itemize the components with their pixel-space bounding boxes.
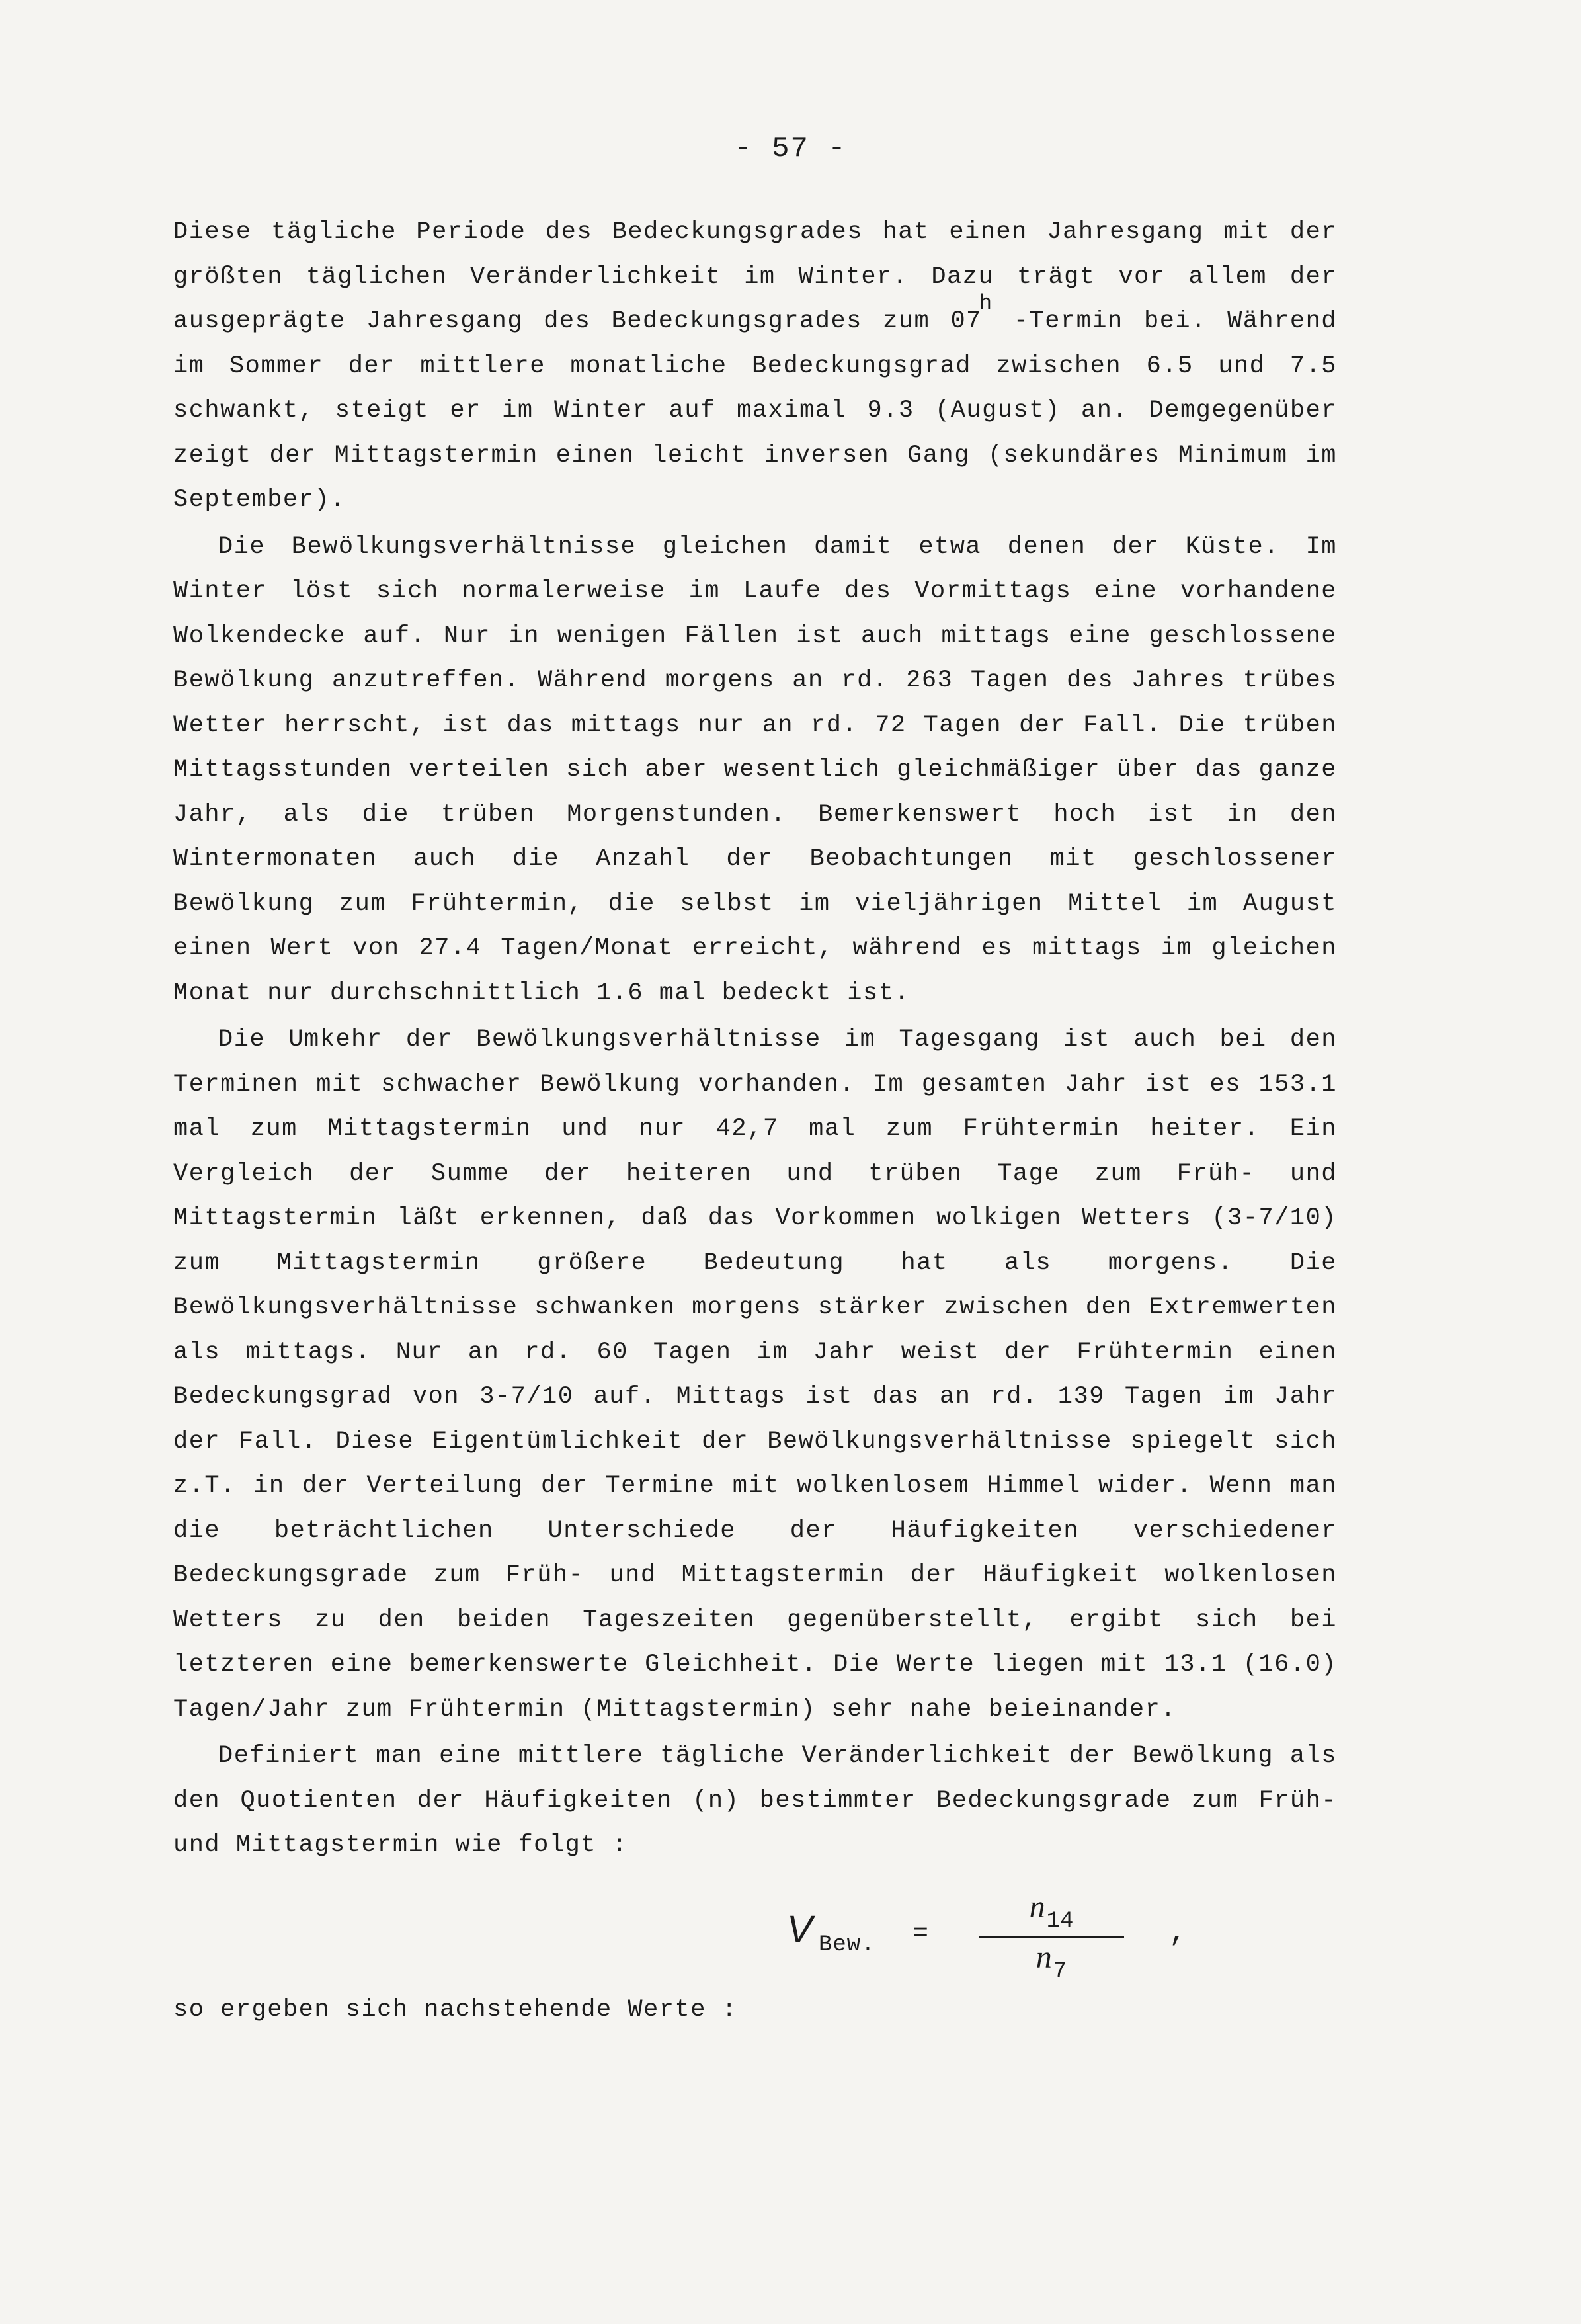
numerator-subscript: 14 — [1046, 1909, 1074, 1934]
variability-formula — [787, 1889, 1210, 1984]
numerator-variable: n — [1029, 1889, 1045, 1925]
fraction-bar — [979, 1936, 1124, 1938]
hour-superscript: h — [979, 291, 993, 315]
denominator-variable: n — [1035, 1940, 1052, 1975]
closing-line: so ergeben sich nachstehende Werte : — [173, 1996, 738, 2024]
paragraph-3: Die Umkehr der Bewölkungsverhältnisse im Tagesgang ist auch bei den Terminen mit schwacher Bewölkung vorhanden. Im gesamten Jahr ist es 153.1 mal zum Mittagstermin und nur 42,7 mal zum Frühtermin heiter. Ein Vergleich der Summe der heiteren und trüben Tage zum Früh- und Mittagstermin läßt erkennen, daß das Vorkommen wolkigen Wetters (3-7/10) zum Mittagstermin größere Bedeutung hat als morgens. Die Bewölkungsverhältnisse schwanken morgens stärker zwischen den Extremwerten als mittags. Nur an rd. 60 Tagen im Jahr weist der Frühtermin einen Bedeckungsgrad von 3-7/10 auf. Mittags ist das an rd. 139 Tagen im Jahr der Fall. Diese Eigentümlichkeit der Bewölkungsverhältnisse spiegelt sich z.T. in der Verteilung der Termine mit wolkenlosem Himmel wider. Wenn man die beträchtlichen Unterschiede der Häufigkeiten verschiedener Bedeckungsgrade zum Früh- und Mittagstermin der Häufigkeit wolkenlosen Wetters zu den beiden Tageszeiten gegenüberstellt, ergibt sich bei letzteren eine bemerkenswerte Gleichheit. Die Werte liegen mit 13.1 (16.0) Tagen/Jahr zum Frühtermin (Mittagstermin) sehr nahe beieinander. — [173, 1026, 1337, 1723]
paragraph-1 — [173, 210, 1337, 523]
paragraph-1-part-1: Diese tägliche Periode des Bedeckungsgrades hat einen Jahresgang mit der größten täglichen Veränderlichkeit im Winter. Dazu trägt vor allem der ausgeprägte Jahresgang des Bedeckungsgrades zum 07 — [173, 218, 1337, 335]
paragraph-1-part-2: -Termin bei. Während im Sommer der mittlere monatliche Bedeckungsgrad zwischen 6.5 und 7.5 schwankt, steigt er im Winter auf maximal 9.3 (August) an. Demgegenüber zeigt der Mittagstermin einen leicht inversen Gang (sekundäres Minimum im September). — [173, 308, 1337, 514]
formula-subscript: Bew. — [819, 1932, 875, 1958]
page-number: - 57 - — [734, 132, 847, 165]
paragraph-2: Die Bewölkungsverhältnisse gleichen damit etwa denen der Küste. Im Winter löst sich normalerweise im Laufe des Vormittags eine vorhandene Wolkendecke auf. Nur in wenigen Fällen ist auch mittags eine geschlossene Bewölkung anzutreffen. Während morgens an rd. 263 Tagen des Jahres trübes Wetter herrscht, ist das mittags nur an rd. 72 Tagen der Fall. Die trüben Mittagsstunden verteilen sich aber wesentlich gleichmäßiger über das ganze Jahr, als die trüben Morgenstunden. Bemerkenswert hoch ist in den Wintermonaten auch die Anzahl der Beobachtungen mit geschlossener Bewölkung zum Frühtermin, die selbst im vieljährigen Mittel im August einen Wert von 27.4 Tagen/Monat erreicht, während es mittags im gleichen Monat nur durchschnittlich 1.6 mal bedeckt ist. — [173, 532, 1337, 1007]
formula-numerator — [979, 1889, 1124, 1934]
denominator-subscript: 7 — [1053, 1959, 1067, 1984]
paragraph-4: Definiert man eine mittlere tägliche Veränderlichkeit der Bewölkung als den Quotienten der Häufigkeiten (n) bestimmter Bedeckungsgrade zum Früh- und Mittagstermin wie folgt : — [173, 1742, 1337, 1859]
body-text — [173, 210, 1337, 1868]
formula-trailing-comma: , — [1169, 1917, 1187, 1950]
formula-denominator — [979, 1939, 1124, 1984]
formula-equals: = — [912, 1919, 929, 1949]
formula-symbol: V — [787, 1908, 813, 1951]
